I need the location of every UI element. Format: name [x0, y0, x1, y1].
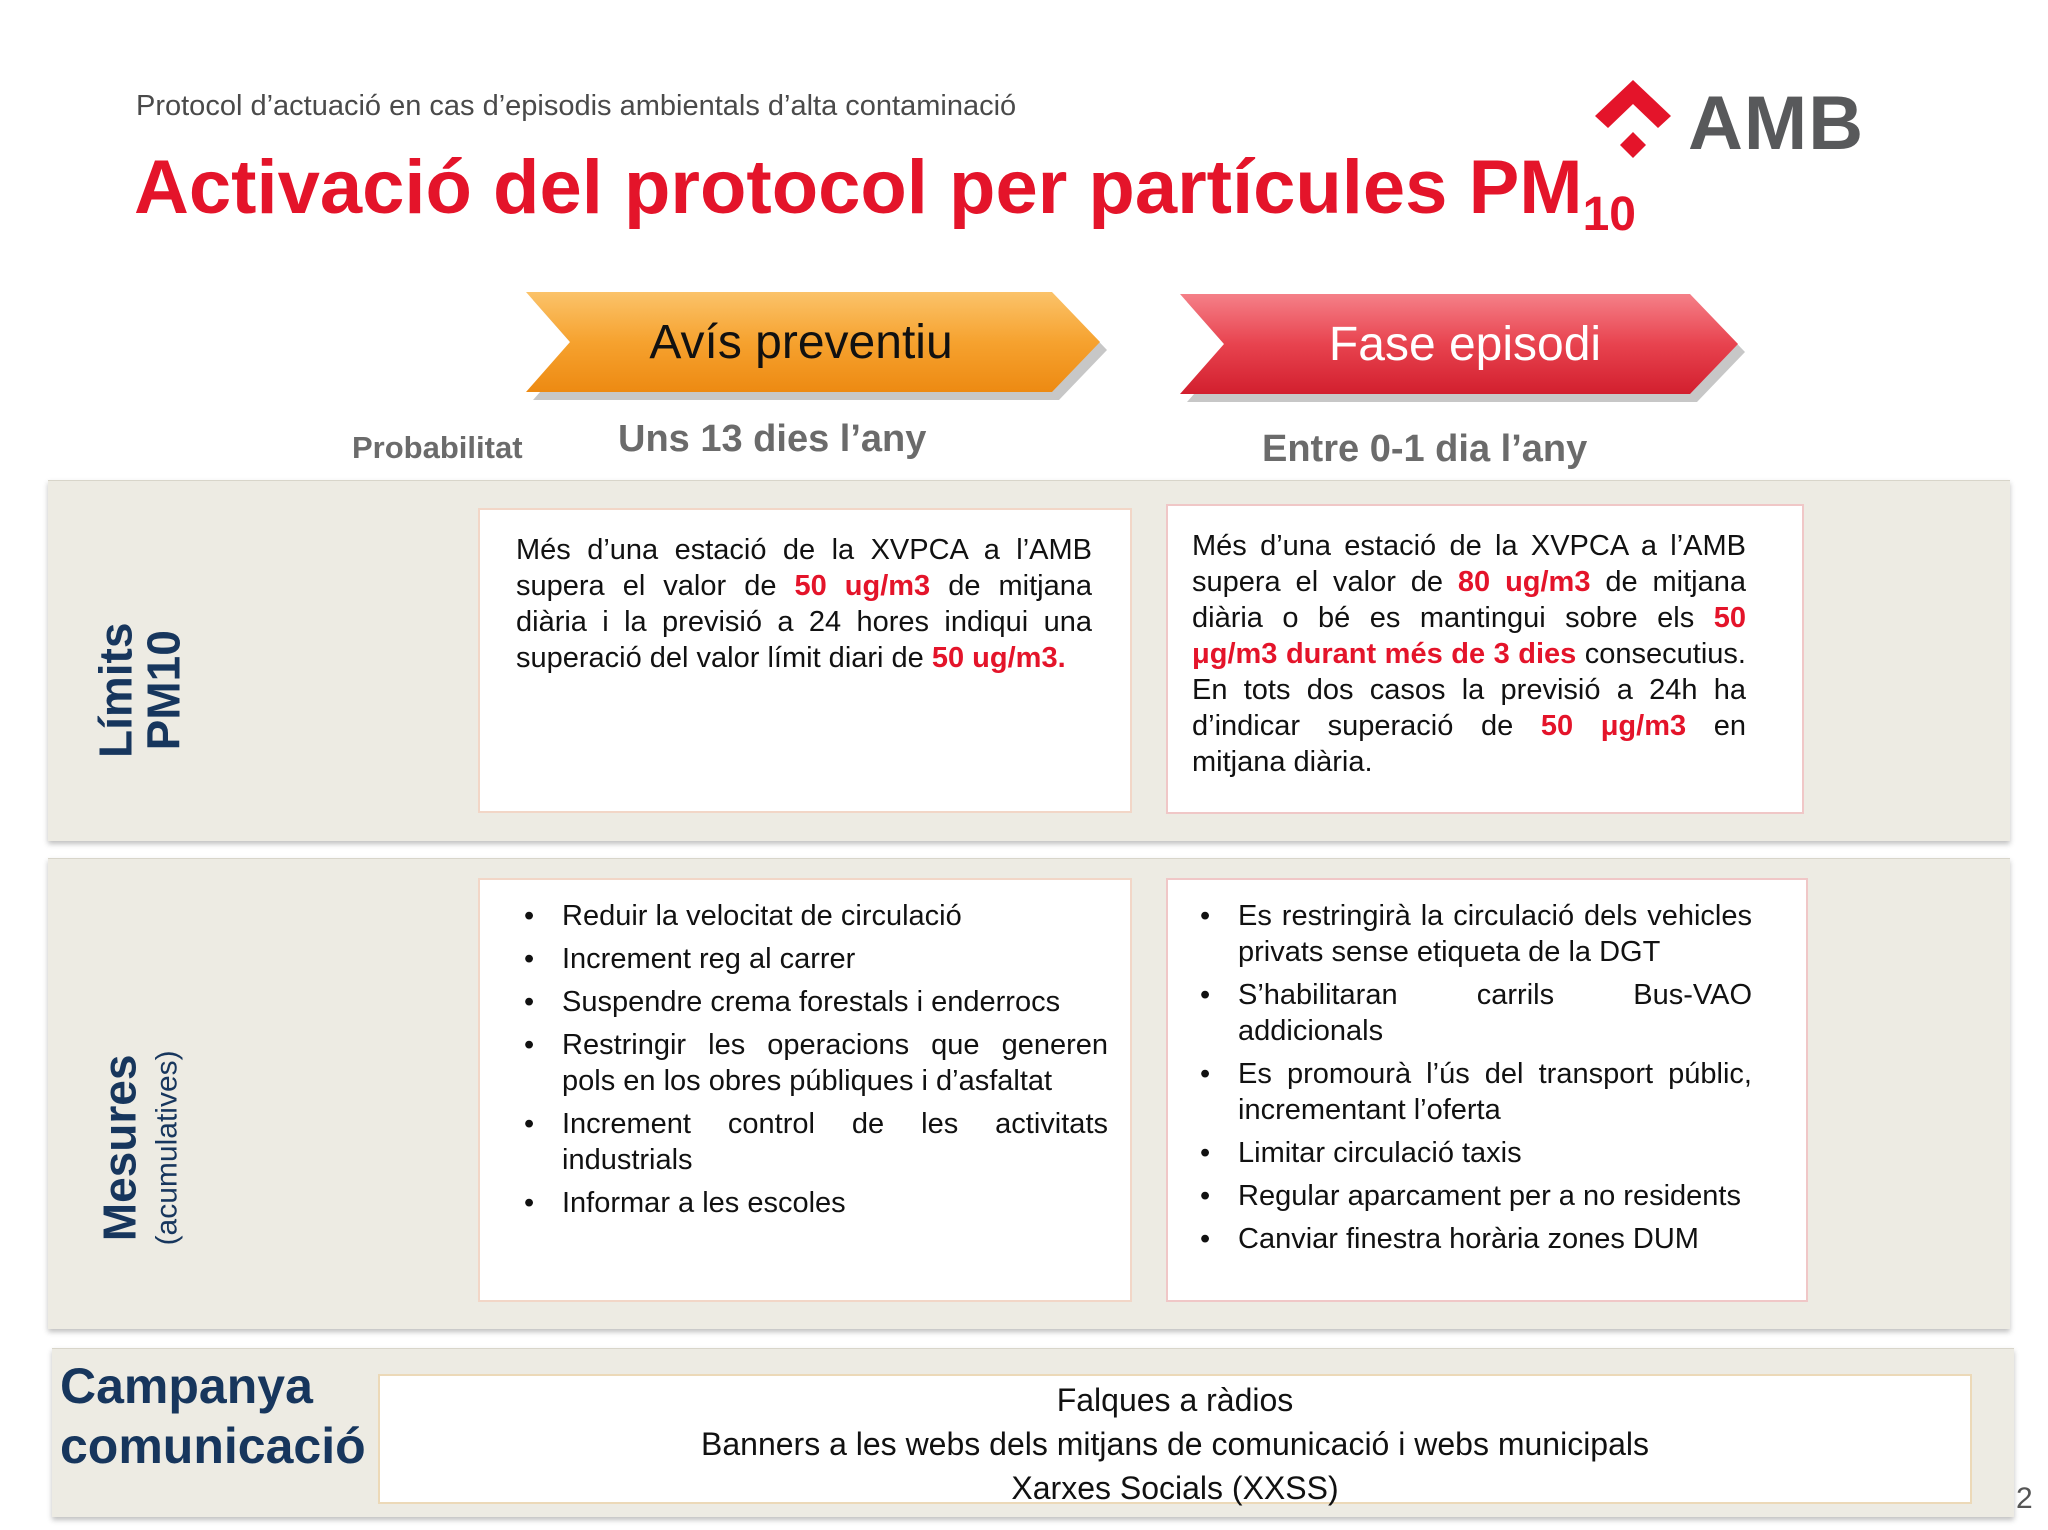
- limits-label-line2: PM10: [138, 629, 190, 751]
- list-item: • Es promourà l’ús del transport públic, incrementant l’oferta: [1192, 1056, 1752, 1128]
- measures-episode-card: [1166, 878, 1808, 1302]
- measures-preventive-list: [516, 898, 1108, 1221]
- list-item: • Restringir les operacions que generen pols en los obres públiques i d’asfaltat: [516, 1027, 1108, 1099]
- page-number: 2: [2016, 1482, 2033, 1515]
- measures-episode-list: [1192, 898, 1752, 1257]
- limits-label-line1: Límits: [89, 622, 142, 758]
- limits-row-label: [89, 622, 190, 758]
- list-item: • Regular aparcament per a no residents: [1192, 1178, 1752, 1214]
- campaign-title-line2: comunicació: [60, 1418, 366, 1474]
- limits-preventive-text: Més d’una estació de la XVPCA a l’AMB supera el valor de 50 ug/m3 de mitjana diària i la previsió a 24 hores indiqui una superació del valor límit diari de 50 ug/m3.: [516, 534, 1093, 674]
- list-item: • Increment control de les activitats industrials: [516, 1106, 1108, 1178]
- list-item: • Reduir la velocitat de circulació: [516, 898, 1108, 934]
- list-item: • Limitar circulació taxis: [1192, 1135, 1752, 1171]
- campaign-title-line1: Campanya: [60, 1358, 313, 1414]
- amb-logo-text: AMB: [1688, 81, 1865, 166]
- phase-arrow-preventive: [526, 290, 1116, 402]
- list-item: • Suspendre crema forestals i enderrocs: [516, 984, 1108, 1020]
- campaign-title: [60, 1356, 366, 1476]
- phase-arrow-episode: [1180, 292, 1770, 404]
- limits-row-header: [60, 480, 220, 840]
- phase-label-episode: Fase episodi: [1328, 317, 1602, 371]
- amb-logo: [1588, 76, 1868, 166]
- measures-label-line2: (acumulatives): [151, 1050, 185, 1246]
- phase-label-preventive: Avís preventiu: [649, 315, 953, 369]
- list-item: • Increment reg al carrer: [516, 941, 1108, 977]
- list-item: • Canviar finestra horària zones DUM: [1192, 1221, 1752, 1257]
- limits-episode-card: [1166, 504, 1804, 814]
- limits-preventive-card: [478, 508, 1132, 813]
- amb-logo-icon: [1588, 76, 1678, 166]
- measures-preventive-card: [478, 878, 1132, 1302]
- list-item: • Informar a les escoles: [516, 1185, 1108, 1221]
- title-main: Activació del protocol per partícules PM: [134, 145, 1583, 230]
- slide-title: [134, 144, 1636, 242]
- measures-label-line1: Mesures: [94, 1054, 147, 1242]
- list-item: • Es restringirà la circulació dels vehicles privats sense etiqueta de la DGT: [1192, 898, 1752, 970]
- probability-preventive: Uns 13 dies l’any: [618, 418, 927, 460]
- probability-label: Probabilitat: [352, 430, 523, 465]
- title-subscript: 10: [1582, 187, 1636, 241]
- campaign-line: Falques a ràdios: [1056, 1382, 1294, 1418]
- campaign-line: Banners a les webs dels mitjans de comunicació i webs municipals: [701, 1426, 1649, 1462]
- measures-row-header: [60, 858, 220, 1328]
- presentation-subtitle: Protocol d’actuació en cas d’episodis ambientals d’alta contaminació: [136, 90, 1017, 122]
- limits-episode-text: Més d’una estació de la XVPCA a l’AMB supera el valor de 80 ug/m3 de mitjana diària o bé es mantingui sobre els 50 μg/m3 durant més de 3 dies consecutius. En tots dos casos la previsió a 24h ha d’indicar superació de 50 μg/m3 en mitjana diària.: [1192, 530, 1746, 778]
- measures-row-label: [96, 1050, 184, 1245]
- probability-episode: Entre 0-1 dia l’any: [1262, 428, 1588, 470]
- campaign-line: Xarxes Socials (XXSS): [1011, 1470, 1339, 1506]
- campaign-box: [378, 1374, 1972, 1504]
- list-item: • S’habilitaran carrils Bus-VAO addicionals: [1192, 977, 1752, 1049]
